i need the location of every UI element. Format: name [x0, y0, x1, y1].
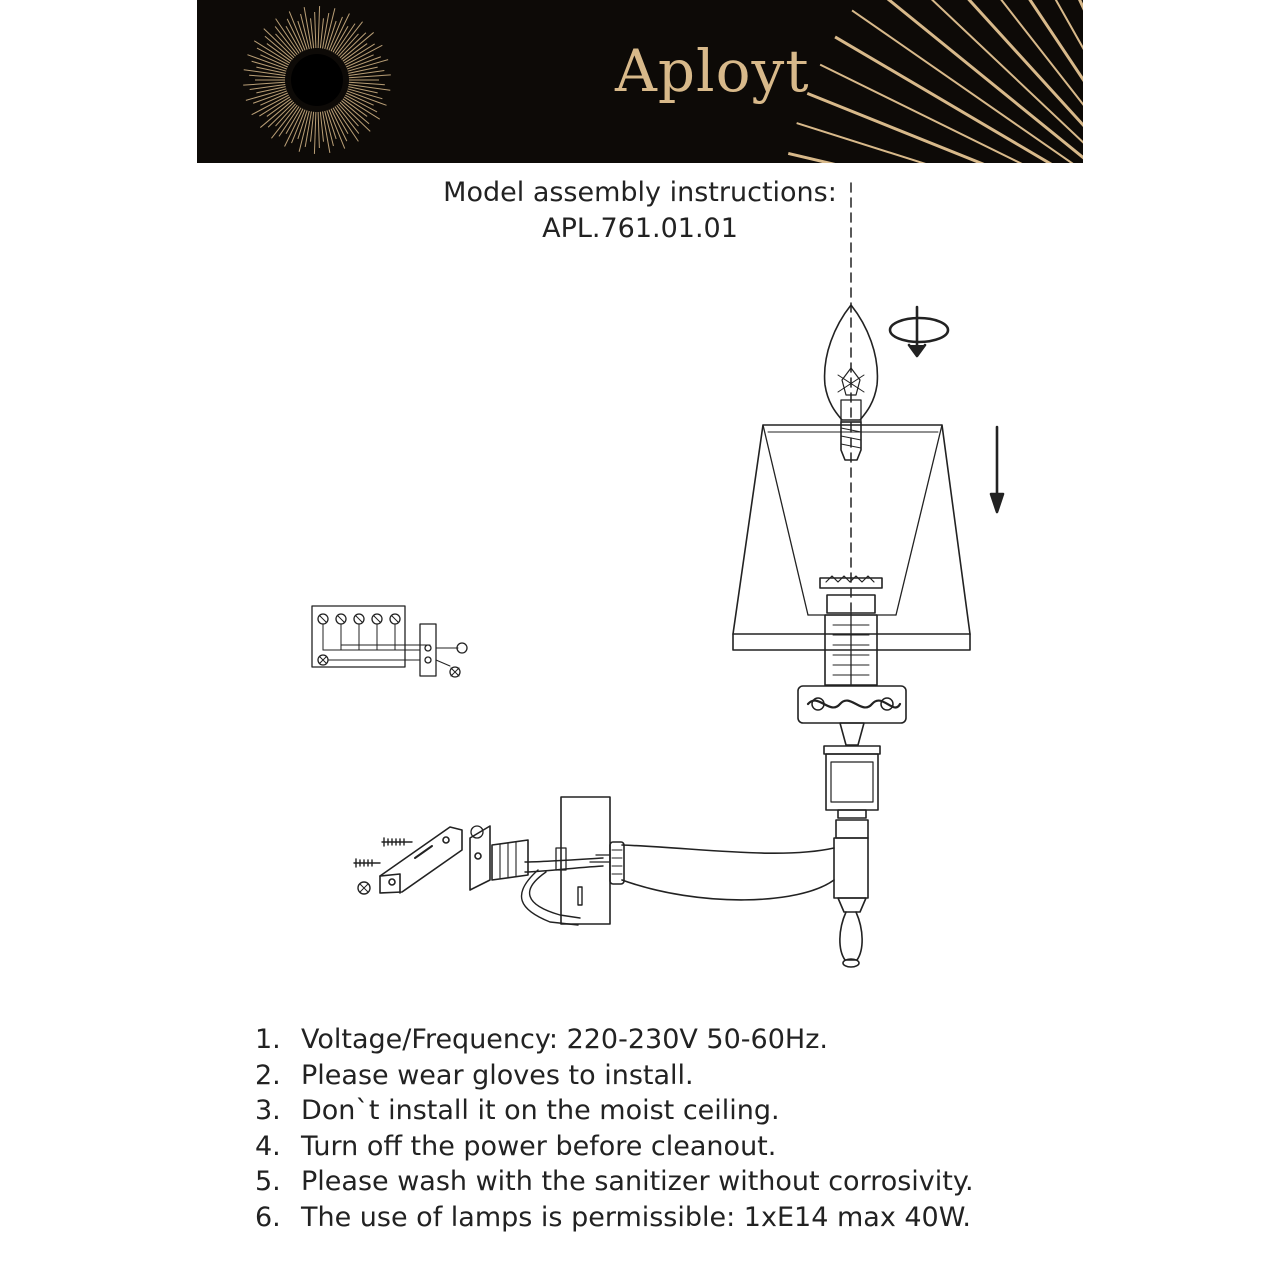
note-text: Voltage/Frequency: 220-230V 50-60Hz. [301, 1024, 828, 1055]
note-item [255, 1058, 974, 1094]
note-text: Please wash with the sanitizer without corrosivity. [301, 1166, 974, 1197]
note-item [255, 1129, 974, 1165]
note-item [255, 1200, 974, 1236]
note-number: 6. [255, 1201, 281, 1233]
note-number: 3. [255, 1095, 281, 1126]
note-item [255, 1022, 974, 1058]
note-number: 1. [255, 1024, 281, 1055]
note-text: Turn off the power before cleanout. [301, 1130, 777, 1162]
note-text: Don`t install it on the moist ceiling. [301, 1095, 780, 1126]
wiring [521, 858, 603, 925]
model-number: APL.761.01.01 [542, 213, 738, 244]
decorative-collar [798, 686, 906, 723]
curved-arm [610, 842, 834, 900]
note-number: 4. [255, 1130, 281, 1162]
down-arrow-icon [991, 427, 1003, 512]
note-number: 5. [255, 1166, 281, 1197]
rotate-arrow-icon [890, 307, 948, 356]
safety-notes-list [255, 1022, 974, 1235]
mounting-bracket [380, 827, 462, 893]
note-text: Please wear gloves to install. [301, 1059, 694, 1091]
note-item [255, 1093, 974, 1129]
brand-name: Aployt [615, 37, 810, 105]
lamp-stem [824, 723, 880, 967]
note-number: 2. [255, 1059, 281, 1091]
note-item [255, 1164, 974, 1200]
wiring-schematic [312, 606, 467, 677]
note-text: The use of lamps is permissible: 1xE14 max 40W. [301, 1201, 971, 1233]
terminal-block [470, 826, 528, 890]
title-line-1: Model assembly instructions: [443, 177, 837, 208]
screws [354, 838, 412, 894]
